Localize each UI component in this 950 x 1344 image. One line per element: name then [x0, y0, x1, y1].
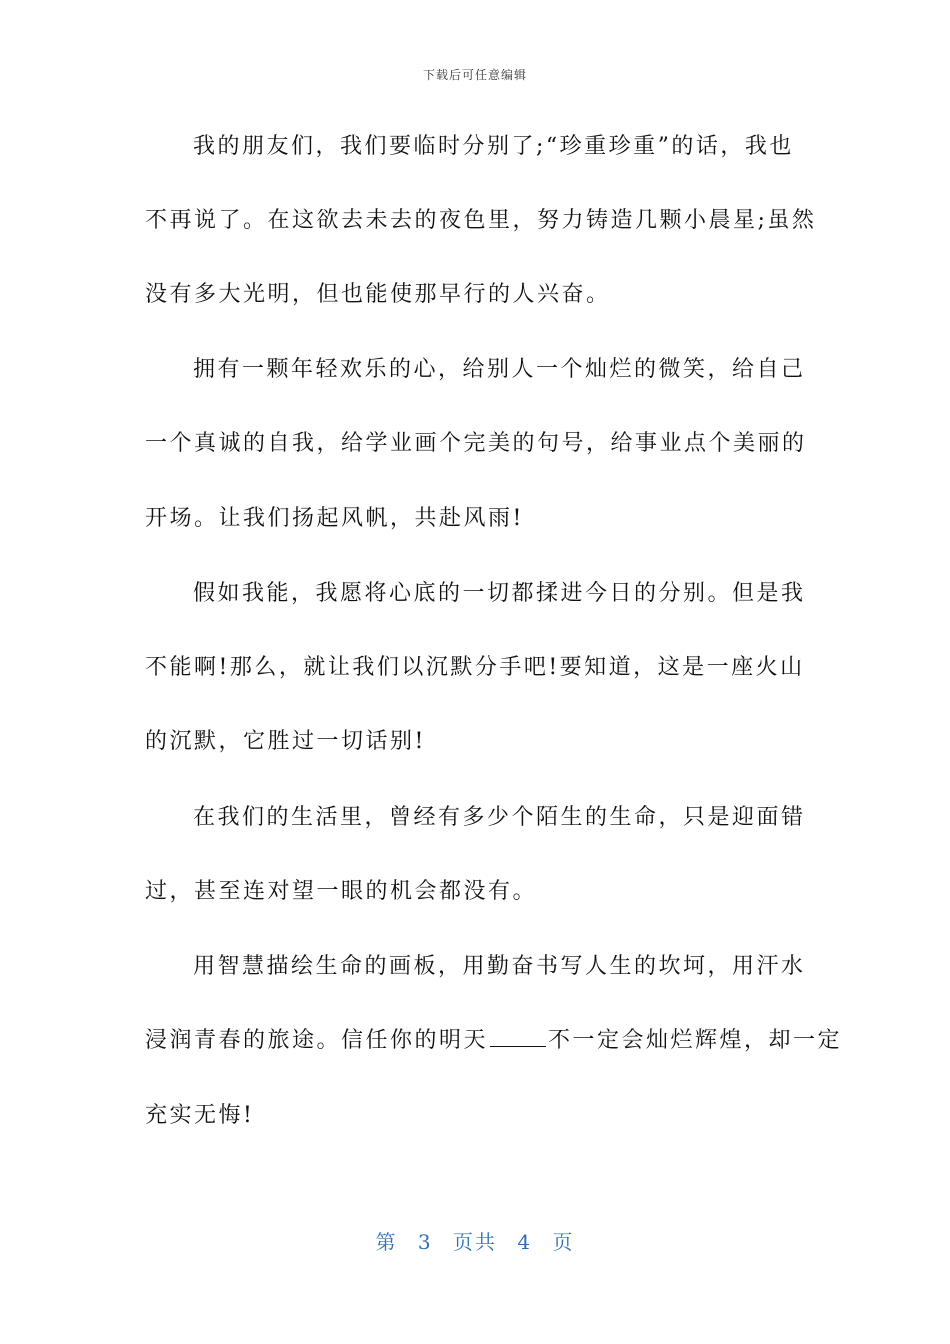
paragraph-3-line-3: 的沉默，它胜过一切话别!	[145, 729, 426, 754]
paragraph-4-line-1: 在我们的生活里，曾经有多少个陌生的生命，只是迎面错	[193, 805, 806, 830]
page-suffix: 页	[552, 1230, 575, 1254]
paragraph-5-line-2-part-1: 浸润青春的旅途。信任你的明天	[145, 1028, 489, 1053]
paragraph-2-line-2: 一个真诚的自我，给学业画个完美的句号，给事业点个美丽的	[145, 431, 807, 456]
paragraph-1-line-1: 我的朋友们，我们要临时分别了;“珍重珍重”的话，我也	[193, 134, 794, 159]
paragraph-5-line-2-part-2: 不一定会灿烂辉煌，却一定	[548, 1028, 843, 1053]
page-prefix: 第	[375, 1230, 398, 1254]
paragraph-1-line-3: 没有多大光明，但也能使那早行的人兴奋。	[145, 282, 611, 307]
paragraph-1-line-2: 不再说了。在这欲去未去的夜色里，努力铸造几颗小晨星;虽然	[145, 208, 817, 233]
paragraph-5-line-3: 充实无悔!	[145, 1103, 255, 1128]
page-indicator	[0, 1226, 950, 1255]
page-mid: 页共	[453, 1230, 497, 1254]
header-note: 下载后可任意编辑	[422, 68, 527, 82]
paragraph-2-line-1: 拥有一颗年轻欢乐的心，给别人一个灿烂的微笑，给自己	[193, 357, 806, 382]
paragraph-4-line-2: 过，甚至连对望一眼的机会都没有。	[145, 879, 538, 904]
paragraph-5-line-2	[145, 1026, 842, 1056]
page-total: 4	[517, 1230, 533, 1254]
paragraph-3-line-2: 不能啊!那么，就让我们以沉默分手吧!要知道，这是一座火山	[145, 655, 805, 680]
page-current: 3	[417, 1230, 433, 1254]
paragraph-5-line-1: 用智慧描绘生命的画板，用勤奋书写人生的坎坷，用汗水	[193, 954, 806, 979]
paragraph-3-line-1: 假如我能，我愿将心底的一切都揉进今日的分别。但是我	[193, 581, 806, 606]
fill-in-blank-underline	[490, 1026, 546, 1047]
paragraph-2-line-3: 开场。让我们扬起风帆，共赴风雨!	[145, 506, 524, 531]
